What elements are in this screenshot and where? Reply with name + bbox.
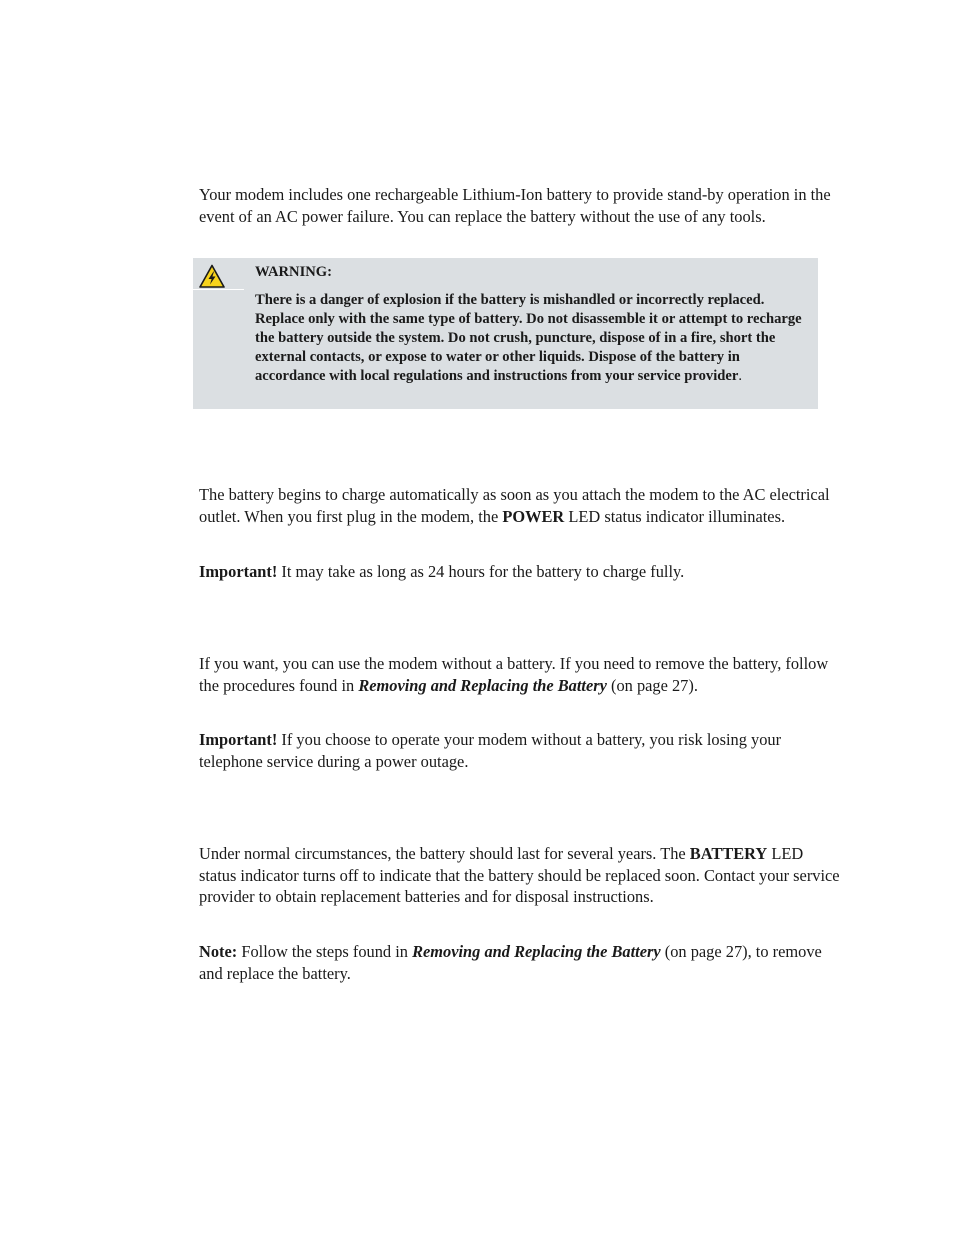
power-led-label: POWER xyxy=(502,506,565,526)
without-battery-important-note: Important! If you choose to operate your modem without a battery, you risk losing your telephone service during a power outage. xyxy=(199,730,782,771)
battery-led-label: BATTERY xyxy=(689,844,768,863)
removing-replacing-battery-link[interactable]: Removing and Replacing the Battery xyxy=(358,675,607,695)
without-battery-paragraph: If you want, you can use the modem without a battery. If you need to remove the battery, follow the procedures found in Removing and Replacing the Battery (on page 27). xyxy=(199,654,829,695)
warning-box xyxy=(193,258,818,409)
charging-paragraph: The battery begins to charge automatically as soon as you attach the modem to the AC electrical outlet. When you first plug in the modem, the POWER LED status indicator illuminates. xyxy=(199,485,830,526)
warning-divider xyxy=(193,289,244,290)
charging-important-note: Important! It may take as long as 24 hours for the battery to charge fully. xyxy=(199,562,685,581)
removing-replacing-battery-link-2[interactable]: Removing and Replacing the Battery xyxy=(412,942,661,961)
battery-life-paragraph: Under normal circumstances, the battery should last for several years. The BATTERY LED status indicator turns off to indicate that the battery should be replaced soon. Contact your service provider to obtain replacement batteries and for disposal instructions. xyxy=(199,844,840,906)
battery-life-note: Note: Follow the steps found in Removing and Replacing the Battery (on page 27), to remove and replace the battery. xyxy=(199,942,822,983)
warning-title: WARNING: xyxy=(255,264,333,280)
intro-paragraph: Your modem includes one rechargeable Lithium-Ion battery to provide stand-by operation in the event of an AC power failure. You can replace the battery without the use of any tools. xyxy=(199,185,831,226)
high-voltage-warning-icon xyxy=(199,264,225,288)
warning-text: There is a danger of explosion if the battery is mishandled or incorrectly replaced. Replace only with the same type of battery. Do not disassemble it or attempt to recharge the battery outside the system. Do not crush, puncture, dispose of in a fire, short the external contacts, or expose to water or other liquids. Dispose of the battery in accordance with local regulations and instructions from your service provider. xyxy=(255,292,802,384)
